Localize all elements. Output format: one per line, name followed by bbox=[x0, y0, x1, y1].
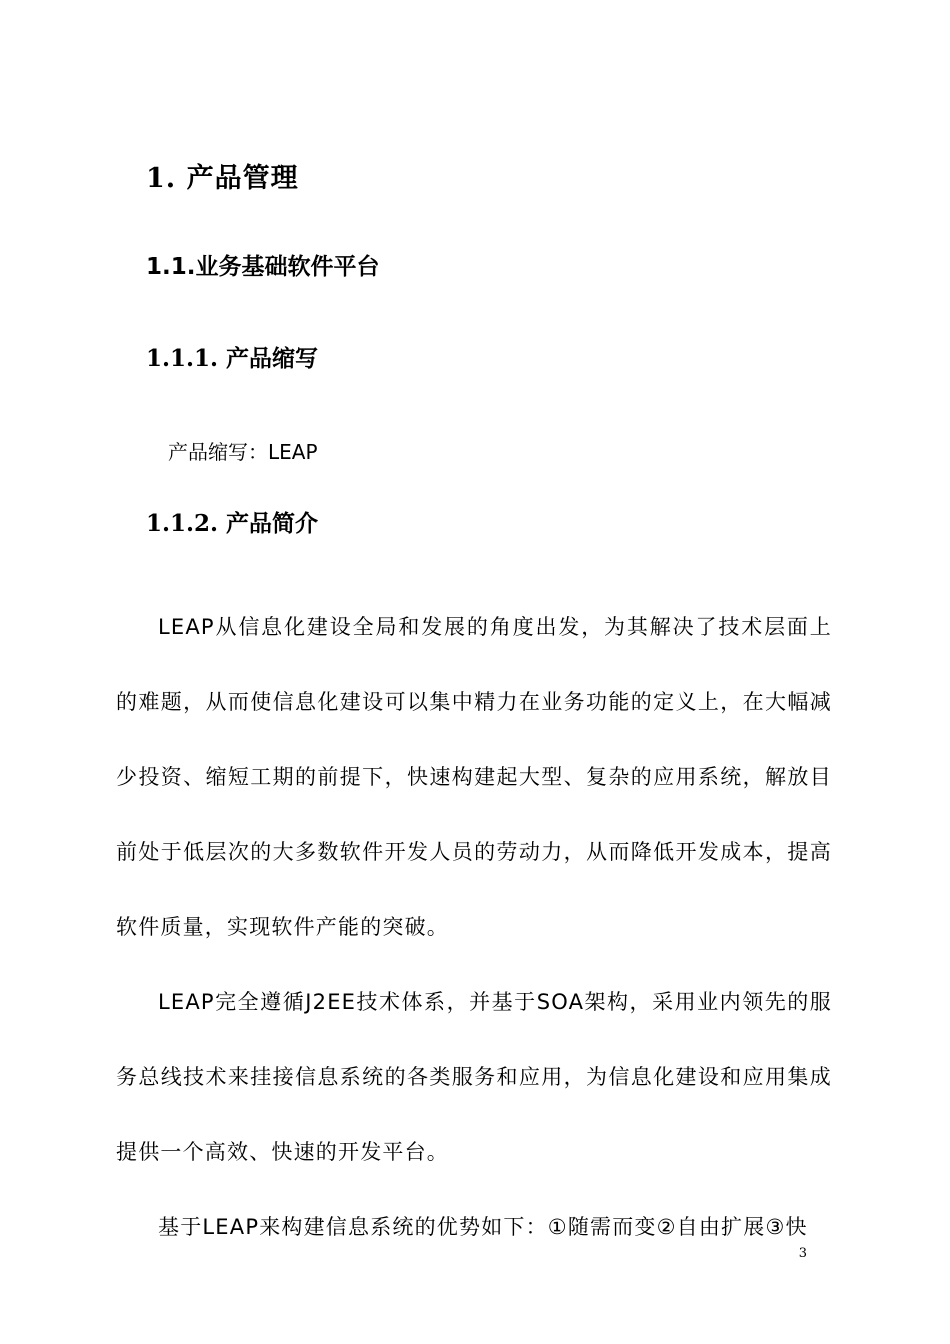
heading-1: 1. 产品管理 bbox=[146, 163, 299, 194]
page-number: 3 bbox=[798, 1246, 807, 1261]
introduction-body bbox=[116, 590, 832, 1265]
paragraph: LEAP完全遵循J2EE技术体系，并基于SOA架构，采用业内领先的服务总线技术来挂接信息系统的各类服务和应用，为信息化建设和应用集成提供一个高效、快速的开发平台。 bbox=[116, 990, 832, 1164]
heading-2: 1.1.业务基础软件平台 bbox=[146, 254, 380, 280]
paragraph: 基于LEAP来构建信息系统的优势如下：①随需而变②自由扩展③快 bbox=[158, 1215, 808, 1239]
heading-3-product-introduction: 1.1.2. 产品简介 bbox=[146, 510, 319, 537]
paragraph: LEAP从信息化建设全局和发展的角度出发，为其解决了技术层面上的难题，从而使信息化建设可以集中精力在业务功能的定义上，在大幅减少投资、缩短工期的前提下，快速构建起大型、复杂的应用系统，解放目前处于低层次的大多数软件开发人员的劳动力，从而降低开发成本，提高软件质量，实现软件产能的突破。 bbox=[116, 615, 832, 939]
product-abbreviation-text: 产品缩写：LEAP bbox=[168, 440, 318, 464]
heading-3-product-abbreviation: 1.1.1. 产品缩写 bbox=[146, 345, 319, 372]
